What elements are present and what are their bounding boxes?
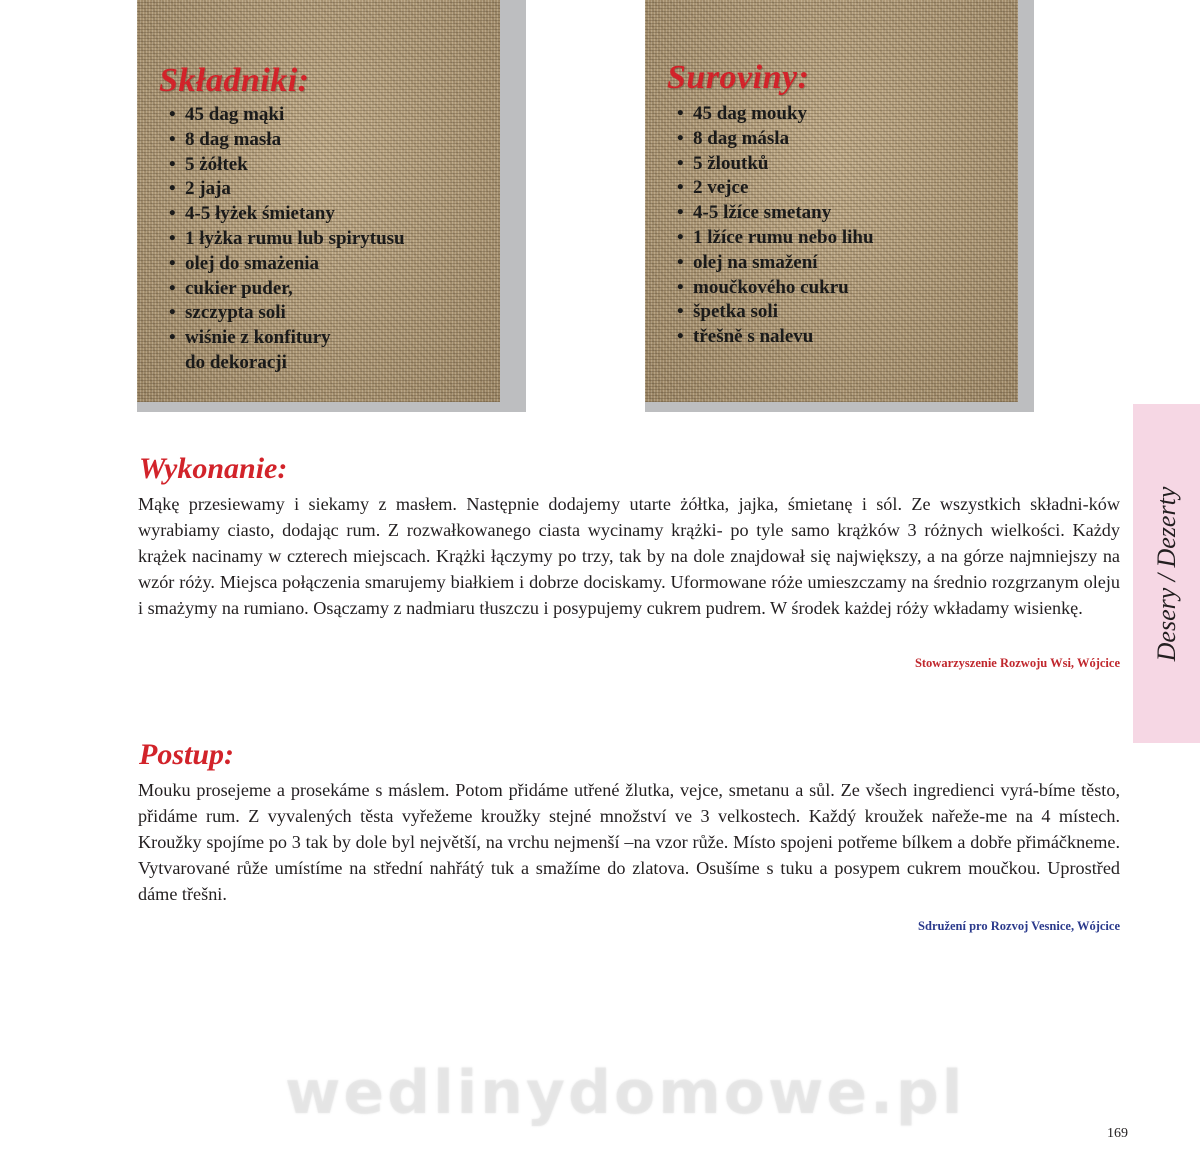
ingredient-item: • moučkového cukru <box>677 276 874 301</box>
chapter-side-tab <box>1133 404 1200 743</box>
czech-ingredients-list <box>677 102 874 350</box>
ingredient-item: • wiśnie z konfitury do dekoracji <box>169 326 345 376</box>
ingredient-item: • 45 dag mąki <box>169 103 405 128</box>
ingredient-item: • cukier puder, <box>169 277 405 302</box>
ingredient-item: • 8 dag másla <box>677 127 874 152</box>
ingredient-item: • třešně s nalevu <box>677 325 874 350</box>
ingredient-item: • olej na smažení <box>677 251 874 276</box>
ingredient-item: • 2 jaja <box>169 177 405 202</box>
ingredient-item: • 1 lžíce rumu nebo lihu <box>677 226 874 251</box>
czech-credit: Sdružení pro Rozvoj Vesnice, Wójcice <box>918 919 1120 933</box>
czech-method-text: Mouku prosejeme a prosekáme s máslem. Potom přidáme utřené žlutka, vejce, smetanu a sůl. Ze všech ingredienci vyrá-bíme těsto, přidáme rum. Z vyvalených těsta vyřežeme kroužky stejné množství ve 3 velkostech. Každý kroužek nařeže-me na 4 místech. Kroužky spojíme po 3 tak by dole byl největší, na vrchu nejmenší –na vzor růže. Místo spojeni potřeme bílkem a dobře přimáčkneme. Vytvarované růže umístíme na střední nahřátý tuk a smažíme do zlatova. Osušíme s tuku a posypem cukrem moučkou. Uprostřed dáme třešni. <box>138 780 1120 904</box>
ingredient-item: • szczypta soli <box>169 301 405 326</box>
czech-ingredients-box <box>645 0 1018 402</box>
polish-method-title: Wykonanie: <box>139 452 288 485</box>
ingredient-item: • špetka soli <box>677 300 874 325</box>
ingredient-item: • 45 dag mouky <box>677 102 874 127</box>
ingredient-item: • olej do smażenia <box>169 252 405 277</box>
chapter-side-tab-label: Desery / Dezerty <box>1151 486 1181 661</box>
watermark: wedlinydomowe.pl <box>285 1058 966 1128</box>
page-number: 169 <box>1107 1126 1128 1141</box>
ingredient-item: • 5 żółtek <box>169 153 405 178</box>
ingredient-item: • 1 łyżka rumu lub spirytusu <box>169 227 405 252</box>
polish-credit: Stowarzyszenie Rozwoju Wsi, Wójcice <box>914 656 1120 670</box>
ingredient-item: • 4-5 łyżek śmietany <box>169 202 405 227</box>
polish-ingredients-box <box>137 0 500 402</box>
ingredient-item: • 8 dag masła <box>169 128 405 153</box>
ingredient-item: • 2 vejce <box>677 176 874 201</box>
polish-ingredients-list <box>169 103 405 376</box>
polish-ingredients-title: Składniki: <box>159 62 310 99</box>
czech-method-title: Postup: <box>139 738 235 771</box>
polish-method-text: Mąkę przesiewamy i siekamy z masłem. Następnie dodajemy utarte żółtka, jajka, śmietanę i sól. Ze wszystkich składni-ków wyrabiamy ciasto, dodając rum. Z rozwałkowanego ciasta wycinamy krążki- po tyle samo krążków 3 różnych wielkości. Każdy krążek nacinamy w czterech miejscach. Krążki łączymy po trzy, tak by na dole znajdował się największy, a na górze najmniejszy na wzór róży. Miejsca połączenia smarujemy białkiem i dobrze dociskamy. Uformowane róże umieszczamy na średnio rozgrzanym oleju i smażymy na rumiano. Osączamy z nadmiaru tłuszczu i posypujemy cukrem pudrem. W środek każdej róży wkładamy wisienkę. <box>138 494 1120 618</box>
ingredient-item: • 4-5 lžíce smetany <box>677 201 874 226</box>
czech-ingredients-title: Suroviny: <box>667 59 810 96</box>
ingredient-item: • 5 žloutků <box>677 152 874 177</box>
